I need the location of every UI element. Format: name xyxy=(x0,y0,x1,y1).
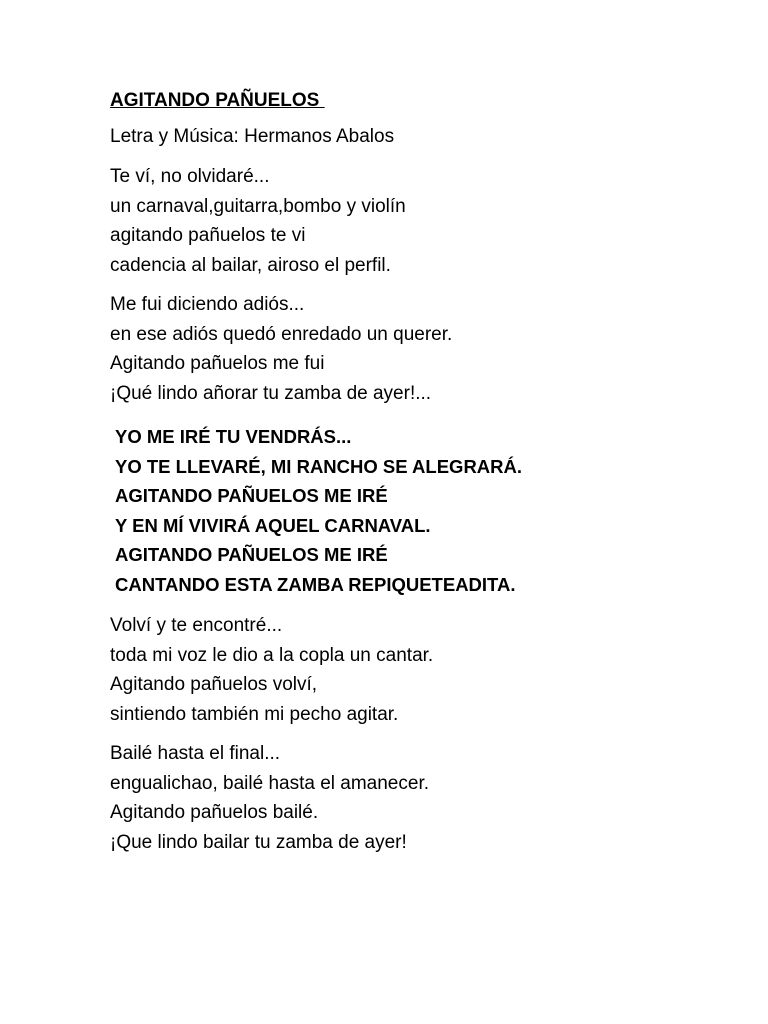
stanza-3 xyxy=(110,611,710,729)
chorus-line: AGITANDO PAÑUELOS ME IRÉ xyxy=(115,544,388,565)
lyric-line: Agitando pañuelos me fui xyxy=(110,353,325,374)
chorus xyxy=(115,422,710,599)
stanza-2 xyxy=(110,290,710,408)
chorus-line: CANTANDO ESTA ZAMBA REPIQUETEADITA. xyxy=(115,573,516,595)
lyric-line: Me fui diciendo adiós... xyxy=(110,294,305,315)
lyric-line: en ese adiós quedó enredado un querer. xyxy=(110,323,453,345)
lyric-line: Te ví, no olvidaré... xyxy=(110,166,270,187)
stanza-4 xyxy=(110,739,710,857)
lyric-line: cadencia al bailar, airoso el perfil. xyxy=(110,254,391,276)
lyric-line: Volví y te encontré... xyxy=(110,615,283,636)
chorus-line: AGITANDO PAÑUELOS ME IRÉ xyxy=(115,485,388,506)
lyric-line: sintiendo también mi pecho agitar. xyxy=(110,703,399,725)
lyric-line: un carnaval,guitarra,bombo y violín xyxy=(110,195,406,217)
song-title: AGITANDO PAÑUELOS xyxy=(110,90,325,111)
lyric-line: toda mi voz le dio a la copla un cantar. xyxy=(110,644,434,666)
chorus-line: YO ME IRÉ TU VENDRÁS... xyxy=(115,426,352,447)
chorus-line: Y EN MÍ VIVIRÁ AQUEL CARNAVAL. xyxy=(115,514,431,536)
chorus-line: YO TE LLEVARÉ, MI RANCHO SE ALEGRARÁ. xyxy=(115,455,523,477)
lyric-line: Agitando pañuelos volví, xyxy=(110,674,318,695)
lyric-line: Bailé hasta el final... xyxy=(110,743,281,764)
stanza-1 xyxy=(110,162,710,280)
lyrics-content xyxy=(110,86,710,867)
lyric-line: ¡Qué lindo añorar tu zamba de ayer!... xyxy=(110,382,432,404)
lyric-line: Agitando pañuelos bailé. xyxy=(110,802,319,823)
lyric-line: engualichao, bailé hasta el amanecer. xyxy=(110,772,430,794)
lyric-line: ¡Que lindo bailar tu zamba de ayer! xyxy=(110,831,407,853)
song-credit: Letra y Música: Hermanos Abalos xyxy=(110,126,395,147)
lyric-line: agitando pañuelos te vi xyxy=(110,225,306,246)
